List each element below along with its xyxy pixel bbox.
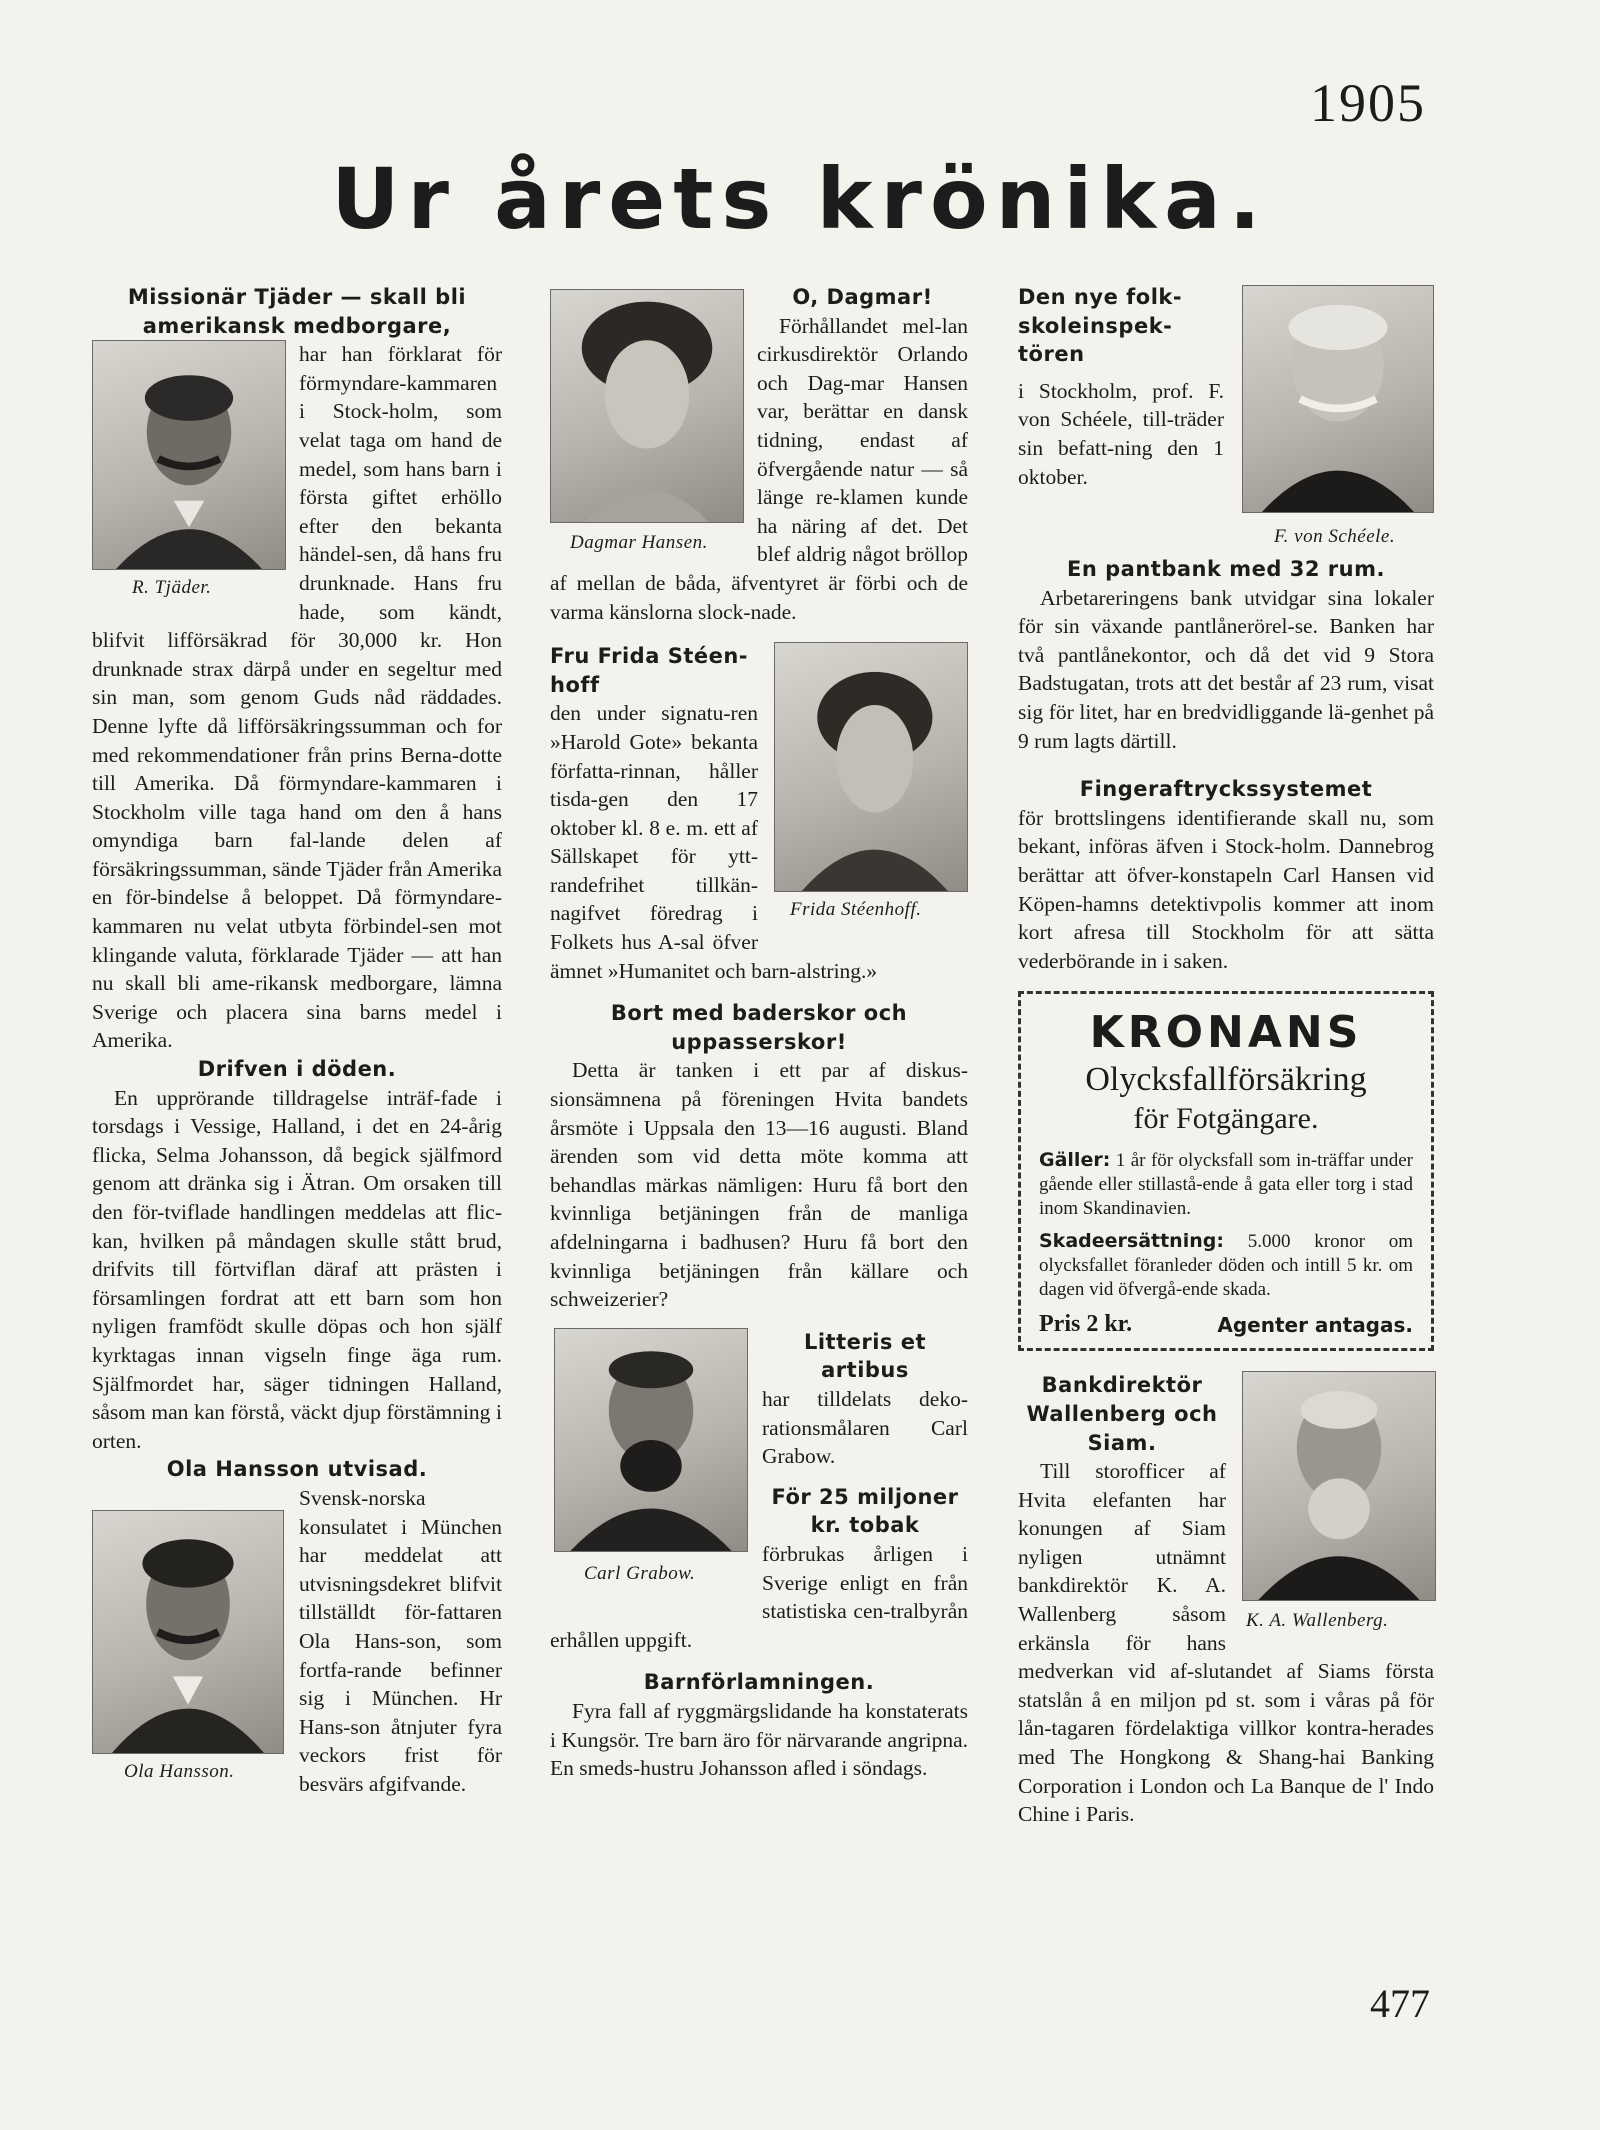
frida-body: den under signatu-ren »Harold Gote» bekanta författa-rinnan, håller tisda-gen den 17 oktober kl. 8 e. m. ett af Sällskapet för ytt-randefrihet tillkän-nagifvet föredrag i Folkets hus A-sal öfver ämnet »Humanitet och barn-alstring.» bbox=[550, 701, 878, 983]
ad-skade bbox=[1039, 1229, 1413, 1302]
frida-photo-block bbox=[770, 642, 968, 932]
ad-line-2: för Fotgängare. bbox=[1133, 1102, 1319, 1136]
page-number: 477 bbox=[1370, 1981, 1430, 2026]
frida-portrait bbox=[774, 642, 968, 892]
ad-galler-label: Gäller: bbox=[1039, 1149, 1111, 1172]
dagmar-body: Förhållandet mel-lan cirkusdirektör Orlando och Dag-mar Hansen var, berättar en dansk tidning, endast af öfvergående natur — så länge re-klamen kunde ha näring af det. Det blef aldrig något bröllop af mellan de båda, äfventyret är förbi och de varma känslorna slock-nade. bbox=[550, 313, 968, 624]
wallenberg-portrait bbox=[1242, 1371, 1436, 1601]
litteris-headline: Litteris et artibus bbox=[803, 1329, 927, 1383]
dagmar-photo-block bbox=[550, 283, 745, 555]
grabow-portrait bbox=[554, 1328, 748, 1552]
tobak-body: förbrukas årligen i Sverige enligt en från statistiska cen-tralbyrån erhållen uppgift. bbox=[550, 1541, 968, 1652]
column-1 bbox=[92, 283, 502, 1798]
frida-headline: Fru Frida Stéen-hoff bbox=[550, 644, 749, 697]
column-2 bbox=[550, 283, 968, 1783]
ad-skade-text: 5.000 kronor om olycksfallet föranleder döden och intill 5 kr. om dagen vid öfvergå-ende skada. bbox=[1039, 1231, 1414, 1301]
wallenberg-photo-block bbox=[1238, 1371, 1434, 1633]
tjader-caption: R. Tjäder. bbox=[132, 577, 212, 599]
ad-skade-label: Skadeersättning: bbox=[1039, 1230, 1224, 1253]
frida-caption: Frida Stéenhoff. bbox=[790, 899, 922, 921]
bort-body: Detta är tanken i ett par af diskus-sionsämnena på föreningen Hvita bandets årsmöte i Uppsala den 13—16 augusti. Bland ärenden som vid detta möte komma att behandlas märkas nämligen: Huru få bort den kvinnliga betjäningen från de manliga afdelningarna i badhusen? Huru få bort den kvinnliga betjäningen från källare och schweizerier? bbox=[550, 1058, 968, 1312]
scheele-headline: Den nye folk-skoleinspek-tören bbox=[1018, 285, 1183, 367]
tobak-headline: För 25 miljoner kr. tobak bbox=[771, 1484, 959, 1538]
barn-headline: Barnförlamningen. bbox=[643, 1670, 875, 1695]
tjader-portrait bbox=[92, 340, 286, 570]
hansson-portrait bbox=[92, 1510, 284, 1754]
finger-body: för brottslingens identifierande skall nu, som bekant, införas äfven i Stock-holm. Dannebrog berättar att öfver-konstapeln Carl Hansen vid Köpen-hamns detektivpolis kommer att inom kort afresa till Stockholm för att sätta vederbörande in i saken. bbox=[1018, 805, 1434, 973]
finger-headline: Fingeraftryckssystemet bbox=[1079, 777, 1373, 802]
ad-price: Pris 2 kr. bbox=[1039, 1311, 1133, 1338]
ad-galler-text: 1 år för olycksfall som in-träffar under gående eller stillastå-ende å gata eller torg i stad inom Skandinavien. bbox=[1039, 1150, 1413, 1220]
pant-body: Arbetareringens bank utvidgar sina lokaler för sin växande pantlånerörel-se. Banken har två pantlånekontor, och då det vid 9 Stora Badstugatan, trots att det består af 23 rum, visat sig för litet, har en bredvidliggande lä-genhet på 9 rum lagts därtill. bbox=[1018, 585, 1434, 753]
bort-headline: Bort med baderskor och uppasserskor! bbox=[610, 1001, 908, 1054]
ad-brand: KRONANS bbox=[1089, 1007, 1363, 1059]
ad-agents: Agenter antagas. bbox=[1217, 1313, 1413, 1338]
grabow-photo-block bbox=[550, 1328, 750, 1598]
hansson-headline: Ola Hansson utvisad. bbox=[166, 1457, 428, 1482]
hansson-caption: Ola Hansson. bbox=[124, 1760, 235, 1782]
dagmar-headline: O, Dagmar! bbox=[792, 285, 933, 309]
wallenberg-headline: Bankdirektör Wallenberg och Siam. bbox=[1026, 1373, 1218, 1455]
ad-galler bbox=[1039, 1148, 1413, 1221]
drifven-body: En upprörande tilldragelse inträf-fade i torsdags i Vessige, Halland, i det en 24-årig flicka, Selma Johansson, då begick själfmord genom att dränka sig i Ätran. Om orsaken till den för-tviflade handlingen meddelas att flic-kan, hvilken på måndagen skulle stått brud, drifvits till förtviflan däraf att prästen i församlingen fordrat att ett barn som hon nyligen framfödt skulle döpas och hon själf kyrktagas innan vigseln finge äga rum. Själfmordet har, säger tidningen Halland, såsom man kan förstå, väckt djup förstämning i orten. bbox=[92, 1085, 502, 1453]
wallenberg-body: Till storofficer af Hvita elefanten har konungen af Siam nyligen utnämnt bankdirektör K. A. Wallenberg såsom erkänsla för hans medverkan vid af-slutandet af Siams första statslån å en miljon pd st. som i våras på för lån-tagaren fördelaktiga villkor kontra-herades med The Hongkong & Shang-hai Banking Corporation i London och La Banque de l' Indo Chine i Paris. bbox=[1018, 1459, 1434, 1827]
pant-headline: En pantbank med 32 rum. bbox=[1067, 557, 1385, 581]
page-year: 1905 bbox=[1310, 73, 1426, 133]
ad-bottom bbox=[1039, 1310, 1413, 1340]
tjader-headline: Missionär Tjäder — skall bli amerikansk medborgare, bbox=[127, 285, 467, 338]
wallenberg-caption: K. A. Wallenberg. bbox=[1246, 1610, 1389, 1632]
scheele-body: i Stockholm, prof. F. von Schéele, till-träder sin befatt-ning den 1 oktober. bbox=[1018, 378, 1224, 489]
drifven-headline: Drifven i döden. bbox=[197, 1057, 397, 1082]
column-3 bbox=[1018, 283, 1434, 1829]
page-title: Ur årets krönika. bbox=[331, 150, 1269, 248]
grabow-caption: Carl Grabow. bbox=[584, 1562, 696, 1584]
dagmar-portrait bbox=[550, 289, 744, 523]
tjader-photo-block bbox=[92, 340, 287, 600]
litteris-body: har tilldelats deko-rationsmålaren Carl Grabow. bbox=[762, 1386, 968, 1469]
scheele-portrait bbox=[1242, 285, 1434, 513]
barn-body: Fyra fall af ryggmärgslidande ha konstaterats i Kungsör. Tre barn äro för närvarande angripna. En smeds-hustru Johansson afled i söndags. bbox=[550, 1698, 968, 1781]
tjader-body: har han förklarat för förmyndare-kammaren i Stock-holm, som velat taga om hand de medel, som hans barn i första giftet erhöllo efter den bekanta händel-sen, då hans fru drunknade. Hans fru hade, som kändt, blifvit lifförsäkrad för 30,000 kr. Hon drunknade strax därpå under en segeltur med sin man, som genom Guds nåd räddades. Denne lyfte då lifförsäkringssumman och for med rekommendationer från prins Berna-dotte till Amerika. Då förmyndare-kammaren i Stockholm ville taga hand om den å hans omyndiga barn fal-lande delen af försäkringssumman, sände Tjäder från Amerika en för-bindelse å beloppet. Då förmyndare-kammaren nu velat utbyta förbindel-sen mot klingande valuta, förklarade Tjäder — att han nu skall bli ame-rikansk medborgare, lämna Sverige och placera sina barns medel i Amerika. bbox=[92, 342, 502, 1053]
hansson-photo-block bbox=[92, 1510, 287, 1785]
ad-line-1: Olycksfallförsäkring bbox=[1085, 1061, 1367, 1099]
kronans-ad bbox=[1018, 991, 1434, 1351]
hansson-body: Svensk-norska konsulatet i München har meddelat att utvisningsdekret blifvit tillställdt för-fattaren Ola Hans-son, som fortfa-rande befinner sig i München. Hr Hans-son åtnjuter fyra veckors frist för besvärs afgifvande. bbox=[299, 1485, 502, 1796]
dagmar-caption: Dagmar Hansen. bbox=[570, 532, 708, 553]
scheele-photo-block bbox=[1236, 283, 1434, 551]
scheele-caption: F. von Schéele. bbox=[1274, 526, 1396, 547]
